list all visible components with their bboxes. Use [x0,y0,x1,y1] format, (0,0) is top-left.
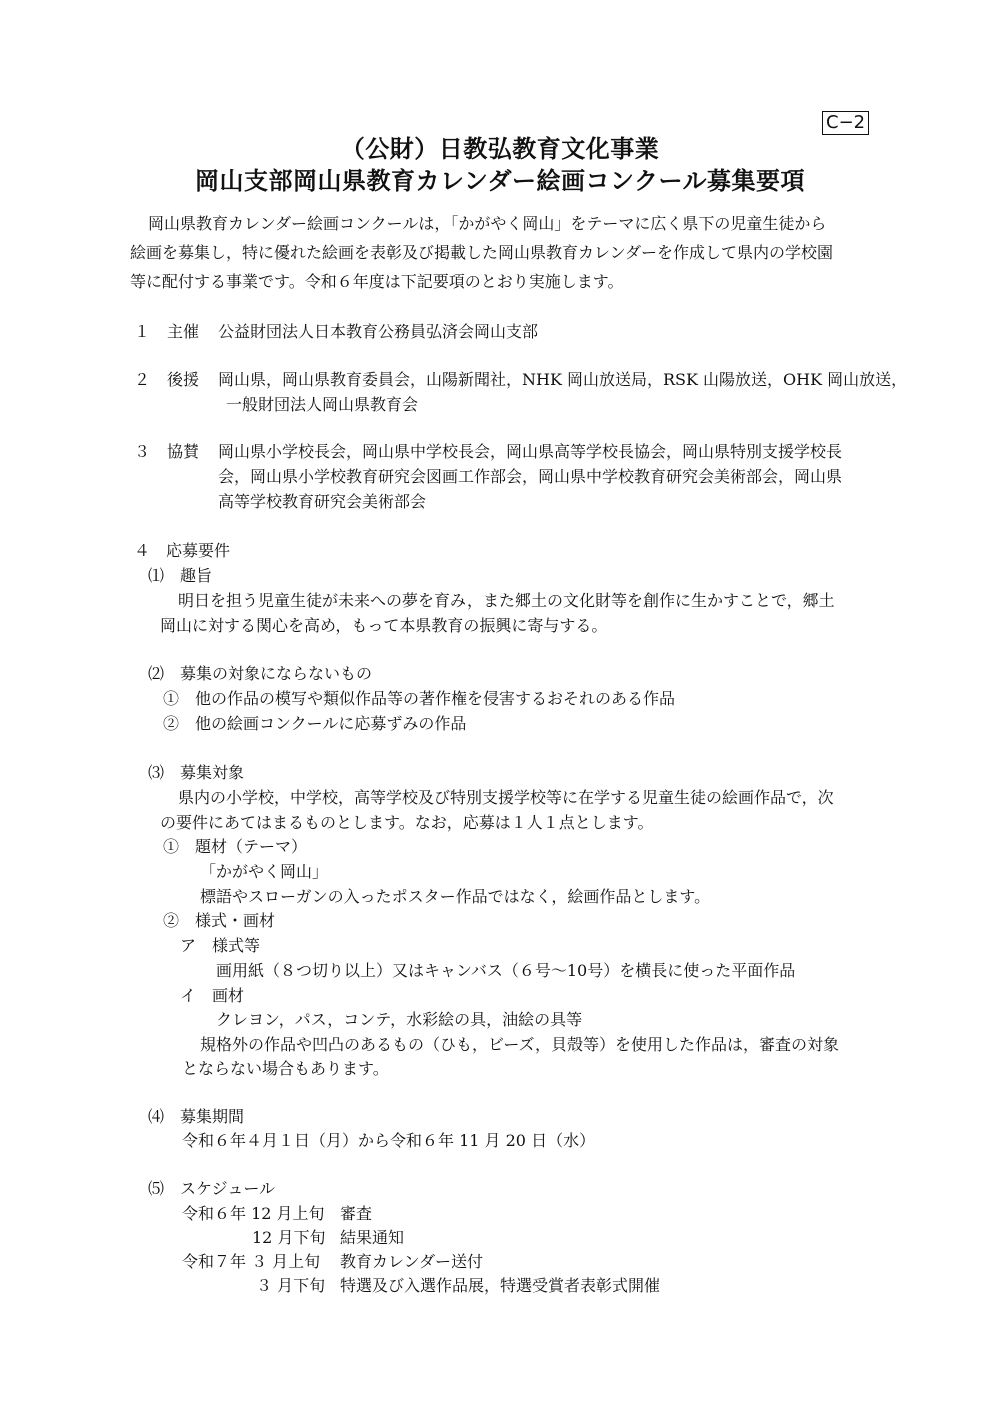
section-3-label: 協賛 [167,442,200,461]
section-4-3-2-a-label: ア 様式等 [180,936,261,955]
document-title-line-1: （公財）日教弘教育文化事業 [340,135,660,163]
section-4-5-label: ⑸ スケジュール [148,1179,276,1198]
intro-line-2: 絵画を募集し，特に優れた絵画を表彰及び掲載した岡山県教育カレンダーを作成して県内の学校園 [130,243,833,262]
section-4-3-1-label: ① 題材（テーマ） [163,837,308,856]
document-code-box: C−2 [822,111,869,135]
schedule-row-1-what: 審査 [340,1204,373,1223]
schedule-row-3-what: 教育カレンダー送付 [340,1252,483,1271]
schedule-row-2-what: 結果通知 [340,1228,405,1247]
section-4-3-label: ⑶ 募集対象 [148,763,245,782]
intro-line-1: 岡山県教育カレンダー絵画コンクールは，「かがやく岡山」をテーマに広く県下の児童生徒から [148,214,827,233]
section-3-line-1: 岡山県小学校長会，岡山県中学校長会，岡山県高等学校長協会，岡山県特別支援学校長 [218,442,843,461]
section-4-1-line-1: 明日を担う児童生徒が未来への夢を育み，また郷土の文化財等を創作に生かすことで，郷土 [178,591,835,610]
section-4-3-2-label: ② 様式・画材 [163,911,276,930]
schedule-row-4-what: 特選及び入選作品展，特選受賞者表彰式開催 [340,1276,661,1295]
section-3-line-3: 高等学校教育研究会美術部会 [218,492,427,511]
section-4-4-label: ⑷ 募集期間 [148,1107,245,1126]
section-4-3-2-note-2: とならない場合もあります。 [182,1059,389,1078]
section-4-4-text: 令和６年４月１日（月）から令和６年 11 月 20 日（水） [182,1131,596,1150]
section-4-2-item-2: ② 他の絵画コンクールに応募ずみの作品 [163,714,467,733]
schedule-row-1-when: 令和６年 12 月上旬 [182,1204,325,1223]
section-4-3-2-b-label: イ 画材 [180,986,245,1005]
section-4-3-line-1: 県内の小学校，中学校，高等学校及び特別支援学校等に在学する児童生徒の絵画作品で，次 [178,788,834,807]
schedule-row-4-when: ３ 月下旬 [256,1276,326,1295]
section-3-number: ３ [134,442,151,461]
section-4-2-item-1: ① 他の作品の模写や類似作品等の著作権を侵害するおそれのある作品 [163,689,676,708]
section-4-3-2-note-1: 規格外の作品や凹凸のあるもの（ひも，ビーズ，貝殻等）を使用した作品は，審査の対象 [200,1035,840,1054]
section-2-line-1: 岡山県，岡山県教育委員会，山陽新聞社，NHK 岡山放送局，RSK 山陽放送，OHK 岡山放送， [218,370,908,389]
section-1-number: １ [134,322,151,341]
section-2-line-2: 一般財団法人岡山県教育会 [226,395,419,414]
section-2-number: ２ [134,370,151,389]
section-1-label: 主催 [167,322,200,341]
document-title-line-2: 岡山支部岡山県教育カレンダー絵画コンクール募集要項 [195,167,805,195]
section-3-line-2: 会，岡山県小学校教育研究会図画工作部会，岡山県中学校教育研究会美術部会，岡山県 [218,467,843,486]
schedule-row-3-when: 令和７年 ３ 月上旬 [182,1252,321,1271]
section-4-3-1-note: 標語やスローガンの入ったポスター作品ではなく，絵画作品とします。 [200,887,711,906]
section-4-3-1-theme: 「かがやく岡山」 [200,862,329,881]
section-4-3-line-2: の要件にあてはまるものとします。なお，応募は１人１点とします。 [160,813,654,832]
section-4-heading: ４ 応募要件 [134,541,231,560]
section-4-2-label: ⑵ 募集の対象にならないもの [148,664,373,683]
section-4-1-label: ⑴ 趣旨 [148,566,213,585]
section-4-1-line-2: 岡山に対する関心を高め，もって本県教育の振興に寄与する。 [160,616,608,635]
section-4-3-2-a-text: 画用紙（８つ切り以上）又はキャンバス（６号〜10号）を横長に使った平面作品 [216,961,796,980]
section-2-label: 後援 [167,370,200,389]
section-1-text: 公益財団法人日本教育公務員弘済会岡山支部 [218,322,539,341]
section-4-3-2-b-text: クレヨン，パス，コンテ，水彩絵の具，油絵の具等 [216,1010,583,1029]
schedule-row-2-when: 12 月下旬 [252,1228,326,1247]
intro-line-3: 等に配付する事業です。令和６年度は下記要項のとおり実施します。 [130,272,624,291]
